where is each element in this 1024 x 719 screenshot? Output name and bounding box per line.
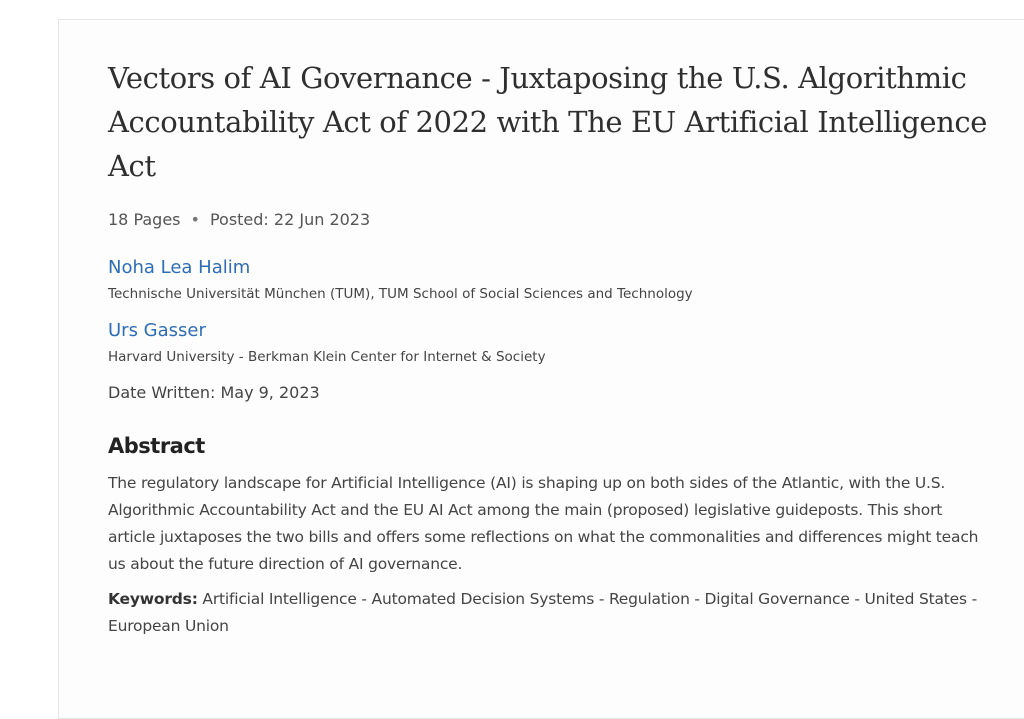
author-affiliation: Harvard University - Berkman Klein Center for Internet & Society xyxy=(108,349,546,365)
paper-card xyxy=(58,19,1024,719)
date-written: Date Written: May 9, 2023 xyxy=(108,383,320,402)
page-count: 18 Pages xyxy=(108,210,181,229)
paper-meta xyxy=(108,210,988,229)
author-block xyxy=(108,320,988,365)
author-block xyxy=(108,257,988,302)
keywords-label: Keywords: xyxy=(108,590,198,608)
paper-content xyxy=(108,56,988,640)
abstract-heading: Abstract xyxy=(108,434,205,458)
paper-title: Vectors of AI Governance - Juxtaposing the U.S. Algorithmic Accountability Act of 2022 with The EU Artificial Intelligence Act xyxy=(108,61,988,183)
keywords-text: Artificial Intelligence - Automated Decision Systems - Regulation - Digital Governance - United States - European Union xyxy=(108,590,977,635)
abstract-text: The regulatory landscape for Artificial Intelligence (AI) is shaping up on both sides of the Atlantic, with the U.S. Algorithmic Accountability Act and the EU AI Act among the main (proposed) legislative guideposts. This short article juxtaposes the two bills and offers some reflections on what the commonalities and differences might teach us about the future direction of AI governance. xyxy=(108,474,979,573)
meta-separator: • xyxy=(190,210,200,229)
posted-date: Posted: 22 Jun 2023 xyxy=(209,210,371,229)
author-link[interactable]: Urs Gasser xyxy=(108,320,206,341)
author-affiliation: Technische Universität München (TUM), TUM School of Social Sciences and Technology xyxy=(108,286,693,302)
keywords xyxy=(108,586,988,640)
author-link[interactable]: Noha Lea Halim xyxy=(108,257,251,278)
